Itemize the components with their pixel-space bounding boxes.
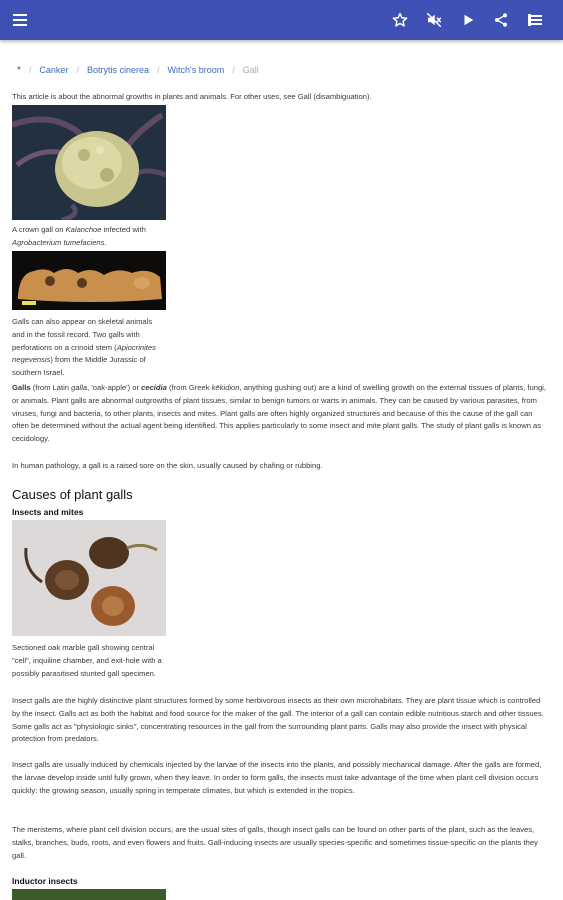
breadcrumb-item[interactable]: Witch's broom <box>167 65 225 75</box>
breadcrumb: * / Canker / Botrytis cinerea / Witch's broom / Gall <box>17 65 259 76</box>
paragraph-2: Insect galls are usually induced by chemicals injected by the larvae of the insects into the plants, and possibly mechanical damage. After the galls are formed, the larvae develop inside until fully grown, when they leave. In order to form galls, the insects must take advantage of the time when plant cell division occurs quickly: the growing season, usually spring in temperate climates, but which is extended in the tropics. <box>12 760 542 795</box>
play-icon[interactable] <box>456 8 480 32</box>
crinoid-fossil-image[interactable] <box>12 251 166 310</box>
crown-gall-image[interactable] <box>12 105 166 220</box>
article-content <box>0 40 563 900</box>
intro-paragraph: Galls (from Latin galla, 'oak-apple') or cecidia (from Greek kēkidion, anything gushing out) are a kind of swelling growth on the external tissues of plants, fungi, or animals. Plant galls are abnormal outgrowths of plant tissues, similar to benign tumors or warts in animals. They can be caused by various parasites, from viruses, fungi and bacteria, to other plants, insects and mites. Plant galls are often highly organized structures and because of this the cause of the gall can often be determined without the actual agent being identified. This applies particularly to some insect and mite plant galls. The study of plant galls is known as cecidology. <box>12 383 546 444</box>
hamburger-menu-icon[interactable] <box>8 8 32 32</box>
breadcrumb-item[interactable]: Canker <box>39 65 69 75</box>
oak-marble-gall-image[interactable] <box>12 520 166 636</box>
breadcrumb-current: Gall <box>242 65 259 75</box>
list-icon[interactable] <box>523 8 547 32</box>
subsection-heading: Insects and mites <box>12 507 84 517</box>
paragraph-1: Insect galls are the highly distinctive plant structures formed by some herbivorous insects as their own microhabitats. They are plant tissue which is controlled by the insect. Galls act as both the habitat and food source for the maker of the gall. The interior of a gall can contain edible nutritious starch and other tissues. Some galls act as "physiologic sinks", concentrating resources in the gall from the surrounding plant parts. Galls may also provide the insect with physical protection from predators. <box>12 696 544 744</box>
pathology-paragraph: In human pathology, a gall is a raised sore on the skin, usually caused by chafing or rubbing. <box>12 461 323 470</box>
star-icon[interactable] <box>388 8 412 32</box>
breadcrumb-home[interactable]: * <box>17 65 21 76</box>
hatnote: This article is about the abnormal growths in plants and animals. For other uses, see Gall (disambiguation). <box>12 92 372 101</box>
section-heading: Causes of plant galls <box>12 487 133 502</box>
oak-gall-caption: Sectioned oak marble gall showing central "cell", inquiline chamber, and exit-hole with a possibly parasitised stunted gall specimen. <box>12 643 162 678</box>
breadcrumb-item[interactable]: Botrytis cinerea <box>86 65 149 75</box>
crown-gall-caption: A crown gall on Kalanchoe infected with Agrobacterium tumefaciens. <box>12 225 146 247</box>
crinoid-caption: Galls can also appear on skeletal animals and in the fossil record. Two galls with perforations on a crinoid stem (Apiocrinites negevensis) from the Middle Jurassic of southern Israel. <box>12 317 156 378</box>
share-icon[interactable] <box>489 8 513 32</box>
app-toolbar <box>0 0 563 40</box>
mute-icon[interactable] <box>422 8 446 32</box>
subsection-heading-2: Inductor insects <box>12 876 78 886</box>
paragraph-3: The meristems, where plant cell division occurs, are the usual sites of galls, though insect galls can be found on other parts of the plant, such as the leaves, stalks, branches, buds, roots, and even flowers and fruits. Gall-inducing insects are usually species-specific and sometimes tissue-specific on the plants they gall. <box>12 825 538 860</box>
inductor-insects-image[interactable] <box>12 889 166 900</box>
